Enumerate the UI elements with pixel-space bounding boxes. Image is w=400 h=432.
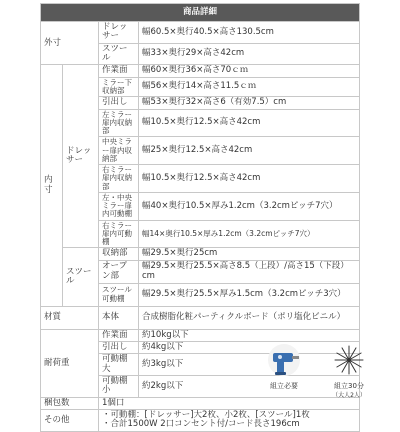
- row-value: 約10kg以下: [139, 329, 360, 341]
- row-label: スツール可動棚: [99, 283, 139, 306]
- row-value: 幅60×奥行36×高さ70ｃｍ: [139, 65, 360, 77]
- inner-dresser-label: ドレッサー: [63, 65, 99, 248]
- row-value: 幅60.5×奥行40.5×高さ130.5cm: [139, 22, 360, 44]
- row-label: ドレッサー: [99, 22, 139, 44]
- row-value: 幅53×奥行32×高さ6（有効7.5）cm: [139, 97, 360, 109]
- row-value: 幅56×奥行14×高さ11.5ｃｍ: [139, 77, 360, 97]
- row-value: 約3kg以下: [139, 354, 360, 376]
- row-value: 幅10.5×奥行12.5×高さ42cm: [139, 109, 360, 137]
- row-label: 可動棚大: [99, 354, 139, 376]
- timer-icon: [329, 342, 369, 378]
- row-label: 引出し: [99, 342, 139, 354]
- material-sublabel: 本体: [99, 306, 139, 329]
- material-value: 合成樹脂化粧パーティクルボード（ポリ塩化ビニル）: [139, 306, 360, 329]
- row-value: 約4kg以下: [139, 342, 360, 354]
- row-label: 右ミラー扉内収納部: [99, 165, 139, 193]
- row-label: 可動棚小: [99, 376, 139, 398]
- row-label: 左・中央ミラー扉内可動棚: [99, 192, 139, 220]
- row-value: 幅10.5×奥行12.5×高さ42cm: [139, 165, 360, 193]
- row-value: 幅29.5×奥行25cm: [139, 248, 360, 260]
- row-value: 約2kg以下: [139, 376, 360, 398]
- row-label: 作業面: [99, 65, 139, 77]
- row-label: スツール: [99, 43, 139, 65]
- assembly-required-badge: [257, 342, 311, 390]
- row-value: 幅14×奥行10.5×厚み1.2cm（3.2cmピッチ7穴）: [139, 220, 360, 248]
- row-label: 作業面: [99, 329, 139, 341]
- assembly-time-badge: [322, 342, 376, 399]
- row-value: 幅33×奥行29×高さ42cm: [139, 43, 360, 65]
- assembly-time-caption: 組立30分: [334, 382, 364, 390]
- row-label: 引出し: [99, 97, 139, 109]
- load-capacity-label: 耐荷重: [41, 329, 99, 397]
- row-value: 幅25×奥行12.5×高さ42cm: [139, 137, 360, 165]
- assembly-time-sub: （大人2人）: [332, 392, 366, 400]
- inner-stool-label: スツール: [63, 248, 99, 306]
- row-label: オープン部: [99, 260, 139, 283]
- row-value: 幅29.5×奥行25.5×高さ8.5（上段）/高さ15（下段）cm: [139, 260, 360, 283]
- other-note-line: ・合計1500W 2口コンセント付/コード長さ196cm: [102, 419, 300, 430]
- inner-dimensions-label: 内寸: [41, 65, 63, 306]
- row-label: 右ミラー扉内可動棚: [99, 220, 139, 248]
- row-label: 収納部: [99, 248, 139, 260]
- screwdriver-icon: [264, 342, 304, 378]
- outer-dimensions-label: 外寸: [41, 22, 99, 65]
- table-title: 商品詳細: [41, 4, 360, 22]
- row-label: 中央ミラー扉内収納部: [99, 137, 139, 165]
- row-label: ミラー下収納部: [99, 77, 139, 97]
- assembly-caption: 組立必要: [270, 382, 298, 390]
- other-note-line: ・可動棚：[ドレッサー]大2枚、小2枚、[スツール]1枚: [102, 410, 310, 421]
- row-value: 幅29.5×奥行25.5×厚み1.5cm（3.2cmピッチ3穴）: [139, 283, 360, 306]
- material-label: 材質: [41, 306, 99, 329]
- other-notes: [99, 410, 360, 432]
- package-count-value: 1個口: [99, 397, 360, 409]
- row-label: 左ミラー扉内収納部: [99, 109, 139, 137]
- other-label: その他: [41, 410, 99, 432]
- row-value: 幅40×奥行10.5×厚み1.2cm（3.2cmピッチ7穴）: [139, 192, 360, 220]
- package-count-label: 梱包数: [41, 397, 99, 409]
- product-spec-table: [40, 3, 360, 432]
